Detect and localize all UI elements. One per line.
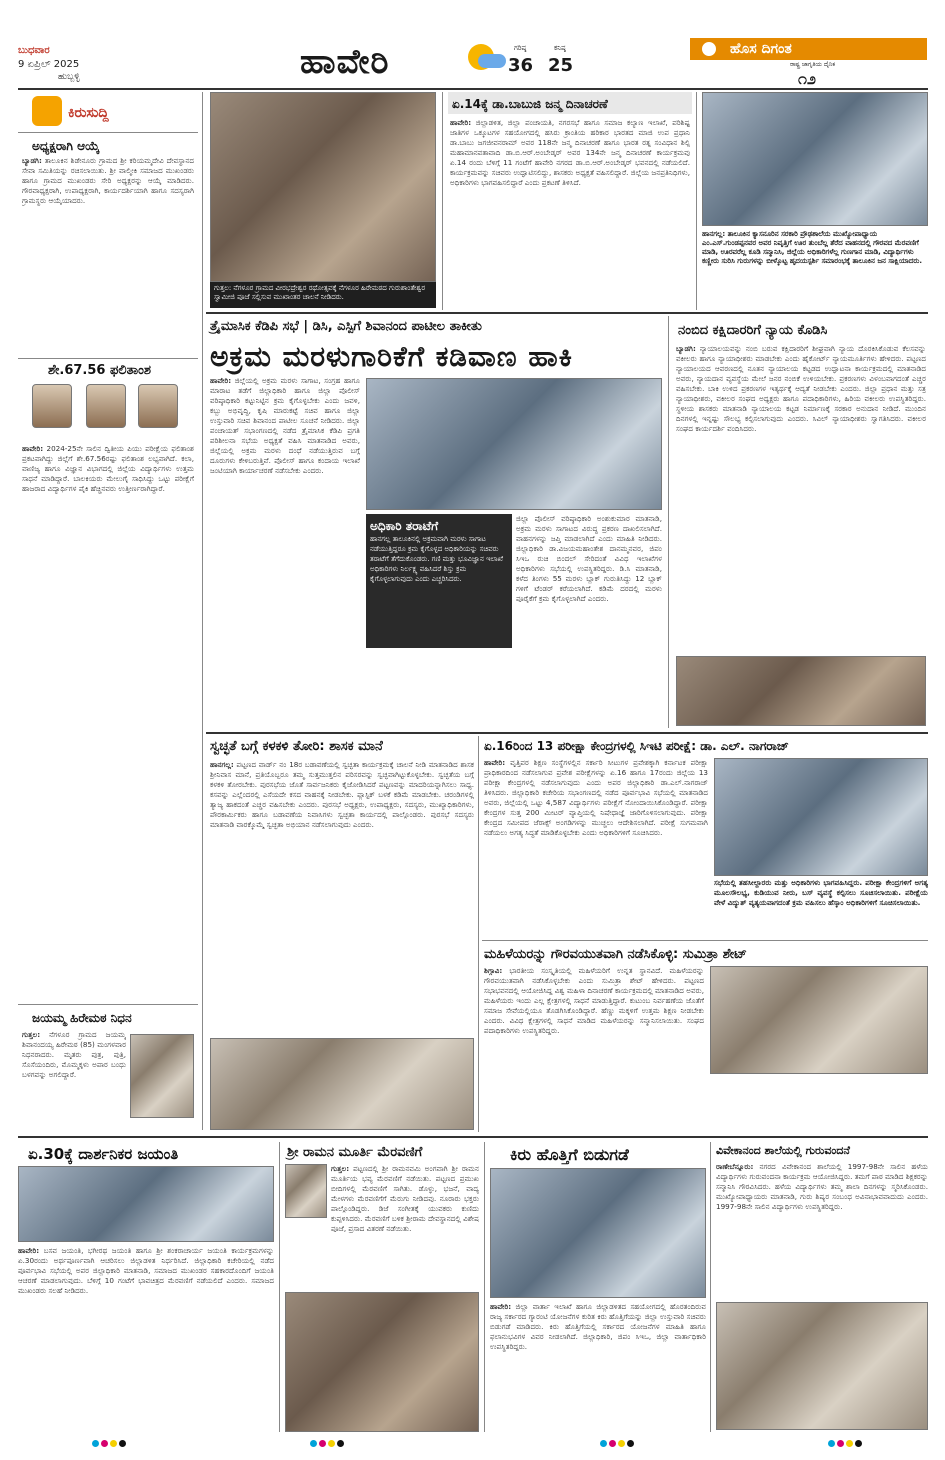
page-number: ೧೨	[798, 69, 816, 88]
kirusuddi-column	[18, 96, 198, 1126]
ambedkar-text: ಜಿಲ್ಲಾಡಳಿತ, ಜಿಲ್ಲಾ ಪಂಚಾಯತಿ, ನಗರಸಭೆ ಹಾಗೂ ಸಮಾಜ ಕಲ್ಯಾಣ ಇಲಾಖೆ, ಪರಿಶಿಷ್ಟ ಜಾತಿಗಳ ಒಕ್ಕೂಟಗಳ ಸಹಯೋಗದಲ್ಲಿ ಹಸಿರು ಕ್ರಾಂತಿಯ ಹರಿಕಾರ ಭಾರತದ ಮಾಜಿ ಉಪ ಪ್ರಧಾನಿ ಡಾ.ಬಾಬು ಜಗಜೀವನರಾಮ್ ಅವರ 118ನೇ ಜನ್ಮ ದಿನಾಚರಣೆ ಹಾಗೂ ಭಾರತ ರತ್ನ ಸಂವಿಧಾನ ಶಿಲ್ಪಿ ಮಹಾಮಾನವತಾವಾದಿ ಡಾ.ಬಿ.ಆರ್.ಅಂಬೇಡ್ಕರ್ ಅವರ 134ನೇ ಜನ್ಮ ದಿನಾಚರಣೆ ಕಾರ್ಯಕ್ರಮವು ಏ.14 ರಂದು ಬೆಳಿಗ್ಗೆ 11 ಗಂಟೆಗೆ ಹಾವೇರಿ ನಗರದ ಡಾ.ಬಿ.ಆರ್.ಅಂಬೇಡ್ಕರ್ ಭವನದಲ್ಲಿ ನಡೆಯಲಿದೆ. ಕಾರ್ಯಕ್ರಮವನ್ನು ಸಚಿವರು ಉದ್ಘಾಟಿಸಲಿದ್ದು, ಶಾಸಕರು ಅಧ್ಯಕ್ಷತೆ ವಹಿಸಲಿದ್ದಾರೆ. ಜಿಲ್ಲೆಯ ಜನಪ್ರತಿನಿಧಿಗಳು, ಅಧಿಕಾರಿಗಳು ಭಾಗವಹಿಸಲಿದ್ದಾರೆ ಎಂದು ಪ್ರಕಟಣೆ ತಿಳಿಸಿದೆ.	[450, 118, 690, 187]
min-temp-label: ಕನಿಷ್ಠ	[554, 44, 566, 52]
section-rule	[206, 732, 928, 734]
header-day: ಬುಧವಾರ	[18, 45, 50, 56]
inset-headline: ಅಧಿಕಾರಿ ತರಾಟೆಗೆ	[370, 519, 439, 533]
item3-dateline: ಗುತ್ತಲ:	[22, 1030, 41, 1039]
item2-text: 2024-25ನೇ ಸಾಲಿನ ದ್ವಿತೀಯ ಪಿಯು ಪರೀಕ್ಷೆಯ ಫಲಿತಾಂಶ ಪ್ರಕಟವಾಗಿದ್ದು ಜಿಲ್ಲೆಗೆ ಶೇ.67.56ರಷ್ಟು ಫಲಿತಾಂಶ ಲಭ್ಯವಾಗಿದೆ. ಕಲಾ, ವಾಣಿಜ್ಯ ಹಾಗೂ ವಿಜ್ಞಾನ ವಿಭಾಗದಲ್ಲಿ ಜಿಲ್ಲೆಯ ವಿದ್ಯಾರ್ಥಿಗಳು ಉತ್ತಮ ಸಾಧನೆ ಮಾಡಿದ್ದಾರೆ. ಬಾಲಕಿಯರು ಮೇಲುಗೈ ಸಾಧಿಸಿದ್ದು ಒಟ್ಟು ಪರೀಕ್ಷೆಗೆ ಹಾಜರಾದ ವಿದ್ಯಾರ್ಥಿಗಳ ಪೈಕಿ ಹೆಚ್ಚಿನವರು ಉತ್ತೀರ್ಣರಾಗಿದ್ದಾರೆ.	[22, 444, 194, 493]
darshanika-dateline: ಹಾವೇರಿ:	[18, 1246, 40, 1255]
women-headline: ಮಹಿಳೆಯರನ್ನು ಗೌರವಯುತವಾಗಿ ನಡೆಸಿಕೊಳ್ಳಿ: ಸುಮಿತ್ರಾ ಶೇಟ್	[484, 947, 747, 962]
header-dateline	[18, 44, 188, 83]
kiru-hotti-body	[490, 1302, 706, 1430]
women-story	[484, 944, 928, 1132]
student-photo	[32, 384, 72, 428]
retirement-procession-photo	[702, 92, 928, 226]
item2-dateline: ಹಾವೇರಿ:	[22, 444, 44, 453]
court-headline: ನಂಬಿದ ಕಕ್ಷಿದಾರರಿಗೆ ನ್ಯಾಯ ಕೊಡಿಸಿ	[678, 323, 828, 338]
column-rule	[668, 316, 669, 728]
court-dateline: ಬ್ಯಾಡಗಿ:	[676, 344, 696, 353]
kiru-hotti-text: ಜಿಲ್ಲಾ ವಾರ್ತಾ ಇಲಾಖೆ ಹಾಗೂ ಜಿಲ್ಲಾಡಳಿತದ ಸಹಯೋಗದಲ್ಲಿ ಹೊರತಂದಿರುವ ರಾಜ್ಯ ಸರ್ಕಾರದ ಗ್ಯಾರಂಟಿ ಯೋಜನೆಗಳ ಕುರಿತ ಕಿರು ಹೊತ್ತಿಗೆಯನ್ನು ಜಿಲ್ಲಾ ಉಸ್ತುವಾರಿ ಸಚಿವರು ಬಿಡುಗಡೆ ಮಾಡಿದರು. ಕಿರು ಹೊತ್ತಿಗೆಯಲ್ಲಿ ಸರ್ಕಾರದ ಯೋಜನೆಗಳ ಮಾಹಿತಿ ಹಾಗೂ ಫಲಾನುಭವಿಗಳ ವಿವರ ನೀಡಲಾಗಿದೆ. ಜಿಲ್ಲಾಧಿಕಾರಿ, ಜಿಪಂ ಸಿಇಒ, ಜಿಲ್ಲಾ ವಾರ್ತಾಧಿಕಾರಿ ಉಪಸ್ಥಿತರಿದ್ದರು.	[490, 1302, 706, 1351]
brand-tagline: ರಾಷ್ಟ್ರ ಜಾಗೃತಿಯ ದೈನಿಕ	[790, 61, 836, 68]
swachhate-dateline: ಹಾನಗಲ್ಲ:	[210, 760, 234, 769]
cyan-dot	[92, 1440, 99, 1447]
pointing-hand-icon	[32, 96, 62, 126]
lead-text: ಜಿಲ್ಲೆಯಲ್ಲಿ ಅಕ್ರಮ ಮರಳು ಸಾಗಾಟ, ಸಂಗ್ರಹ ಹಾಗೂ ಮಾರಾಟ ತಡೆಗೆ ಜಿಲ್ಲಾಧಿಕಾರಿ ಹಾಗೂ ಜಿಲ್ಲಾ ಪೊಲೀಸ್ ವರಿಷ್ಠಾಧಿಕಾರಿ ಕಟ್ಟುನಿಟ್ಟಿನ ಕ್ರಮ ಕೈಗೊಳ್ಳಬೇಕು ಎಂದು ಜವಳಿ, ಕಬ್ಬು ಅಭಿವೃದ್ಧಿ, ಕೃಷಿ ಮಾರುಕಟ್ಟೆ ಸಚಿವ ಹಾಗೂ ಜಿಲ್ಲಾ ಉಸ್ತುವಾರಿ ಸಚಿವ ಶಿವಾನಂದ ಪಾಟೀಲ ಸೂಚನೆ ನೀಡಿದರು. ಜಿಲ್ಲಾ ಪಂಚಾಯತ್ ಸಭಾಂಗಣದಲ್ಲಿ ನಡೆದ ತ್ರೈಮಾಸಿಕ ಕೆಡಿಪಿ ಪ್ರಗತಿ ಪರಿಶೀಲನಾ ಸಭೆಯ ಅಧ್ಯಕ್ಷತೆ ವಹಿಸಿ ಮಾತನಾಡಿದ ಅವರು, ಜಿಲ್ಲೆಯಲ್ಲಿ ಅಕ್ರಮ ಮರಳು ದಂಧೆ ನಡೆಯುತ್ತಿರುವ ಬಗ್ಗೆ ದೂರುಗಳು ಕೇಳಿಬರುತ್ತಿವೆ. ಪೊಲೀಸ್ ಹಾಗೂ ಕಂದಾಯ ಇಲಾಖೆ ಜಂಟಿಯಾಗಿ ಕಾರ್ಯಾಚರಣೆ ನಡೆಸಬೇಕು ಎಂದರು.	[210, 376, 360, 475]
divider	[18, 358, 198, 359]
vivekananda-headline: ವಿವೇಕಾನಂದ ಶಾಲೆಯಲ್ಲಿ ಗುರುವಂದನೆ	[716, 1144, 850, 1157]
rama-text: ಪಟ್ಟಣದಲ್ಲಿ ಶ್ರೀ ರಾಮನವಮಿ ಅಂಗವಾಗಿ ಶ್ರೀ ರಾಮನ ಮೂರ್ತಿಯ ಭವ್ಯ ಮೆರವಣಿಗೆ ನಡೆಯಿತು. ಪಟ್ಟಣದ ಪ್ರಮುಖ ಬೀದಿಗಳಲ್ಲಿ ಮೆರವಣಿಗೆ ಸಾಗಿತು. ಡೊಳ್ಳು, ಭಜನೆ, ವಾದ್ಯ ಮೇಳಗಳು ಮೆರವಣಿಗೆಗೆ ಮೆರುಗು ನೀಡಿದವು. ನೂರಾರು ಭಕ್ತರು ಪಾಲ್ಗೊಂಡಿದ್ದರು. ಡಿಜೆ ಸಂಗೀತಕ್ಕೆ ಯುವಕರು ಕುಣಿದು ಕುಪ್ಪಳಿಸಿದರು. ಮೆರವಣಿಗೆ ಬಳಿಕ ಶ್ರೀರಾಮ ದೇವಸ್ಥಾನದಲ್ಲಿ ವಿಶೇಷ ಪೂಜೆ, ಪ್ರಸಾದ ವಿತರಣೆ ನಡೆಯಿತು.	[331, 1164, 479, 1233]
rama-idol-photo	[285, 1164, 327, 1218]
ambedkar-body	[450, 118, 690, 308]
column-rule	[710, 1142, 711, 1432]
women-felicitation-photo	[710, 966, 928, 1074]
max-temp: 36	[508, 55, 534, 76]
rama-headline: ಶ್ರೀ ರಾಮನ ಮೂರ್ತಿ ಮೆರವಣಿಗೆ	[287, 1145, 423, 1160]
yellow-dot	[328, 1440, 335, 1447]
black-dot	[337, 1440, 344, 1447]
registration-marks	[600, 1440, 636, 1451]
header-city: ಹುಬ್ಬಳ್ಳಿ	[58, 72, 80, 82]
cyan-dot	[600, 1440, 607, 1447]
yellow-dot	[846, 1440, 853, 1447]
jayanti-meeting-photo	[18, 1166, 274, 1242]
yellow-dot	[110, 1440, 117, 1447]
masthead-title: ಹಾವೇರಿ	[300, 42, 390, 82]
women-dateline: ಶಿಗ್ಗಾವಿ:	[484, 966, 503, 975]
min-temp: 25	[548, 55, 574, 76]
section-rule	[206, 312, 928, 314]
vivekananda-story	[716, 1142, 928, 1432]
max-temp-label: ಗರಿಷ್ಠ	[514, 44, 527, 52]
student-photo	[86, 384, 126, 428]
cleanliness-drive-photo	[210, 1038, 474, 1130]
lead-kicker: ತ್ರೈಮಾಸಿಕ ಕೆಡಿಪಿ ಸಭೆ | ಡಿಸಿ, ಎಸ್ಪಿಗೆ ಶಿವಾನಂದ ಪಾಟೀಲ ತಾಕೀತು	[210, 319, 482, 334]
divider	[18, 132, 198, 133]
kiru-hotti-headline: ಕಿರು ಹೊತ್ತಿಗೆ ಬಿಡುಗಡೆ	[510, 1145, 629, 1164]
item1-body	[22, 156, 194, 356]
rama-dateline: ಗುತ್ತಲ:	[331, 1164, 350, 1173]
yellow-dot	[618, 1440, 625, 1447]
lead-dateline: ಹಾವೇರಿ:	[210, 376, 232, 385]
magenta-dot	[101, 1440, 108, 1447]
black-dot	[119, 1440, 126, 1447]
officer-inset	[366, 514, 512, 648]
lead-body-col2: ಜಿಲ್ಲಾ ಪೊಲೀಸ್ ವರಿಷ್ಠಾಧಿಕಾರಿ ಅಂಶುಕುಮಾರ ಮಾತನಾಡಿ, ಅಕ್ರಮ ಮರಳು ಸಾಗಾಟದ ವಿರುದ್ಧ ಪ್ರಕರಣ ದಾಖಲಿಸಲಾಗಿದೆ. ವಾಹನಗಳನ್ನು ಜಪ್ತಿ ಮಾಡಲಾಗಿದೆ ಎಂದು ಮಾಹಿತಿ ನೀಡಿದರು. ಜಿಲ್ಲಾಧಿಕಾರಿ ಡಾ.ವಿಜಯಮಹಾಂತೇಶ ದಾನಮ್ಮನವರ, ಜಿಪಂ ಸಿಇಒ ರುಚಿ ಬಿಂದಲ್ ಸೇರಿದಂತೆ ವಿವಿಧ ಇಲಾಖೆಗಳ ಅಧಿಕಾರಿಗಳು ಸಭೆಯಲ್ಲಿ ಉಪಸ್ಥಿತರಿದ್ದರು. ಡಿ.ಸಿ ಮಾತನಾಡಿ, ಕಳೆದ ತಿಂಗಳು 55 ಮರಳು ಬ್ಲಾಕ್ ಗುರುತಿಸಿದ್ದು 12 ಬ್ಲಾಕ್ ಗಳಿಗೆ ಟೆಂಡರ್ ಕರೆಯಲಾಗಿದೆ. ಕಡಿಮೆ ದರದಲ್ಲಿ ಮರಳು ಪೂರೈಕೆಗೆ ಕ್ರಮ ಕೈಗೊಳ್ಳಲಾಗಿದೆ ಎಂದರು.	[516, 514, 662, 603]
column-rule	[696, 92, 697, 310]
rama-procession-photo	[285, 1292, 479, 1432]
kirusuddi-title: ಕಿರುಸುದ್ದಿ	[68, 105, 109, 121]
kdp-meeting-photo	[366, 378, 662, 510]
item1-text: ತಾಲೂಕಿನ ಶಿಡೇನೂರು ಗ್ರಾಮದ ಶ್ರೀ ಕರಿಯಮ್ಮದೇವಿ ದೇವಸ್ಥಾನದ ಸೇವಾ ಸಮಿತಿಯನ್ನು ರಚಿಸಲಾಯಿತು. ಶ್ರೀ ವಾಲ್ಮೀಕಿ ಸಮಾಜದ ಮುಖಂಡರು ಹಾಗೂ ಗ್ರಾಮದ ಮುಖಂಡರು ಸೇರಿ ಅಧ್ಯಕ್ಷರನ್ನು ಆಯ್ಕೆ ಮಾಡಿದರು. ಗೌರವಾಧ್ಯಕ್ಷರಾಗಿ, ಉಪಾಧ್ಯಕ್ಷರಾಗಿ, ಕಾರ್ಯದರ್ಶಿಯಾಗಿ ಹಾಗೂ ಸದಸ್ಯರಾಗಿ ಗ್ರಾಮಸ್ಥರು ಆಯ್ಕೆಯಾದರು.	[22, 156, 194, 205]
vivekananda-body	[716, 1162, 928, 1292]
alumni-group-photo	[716, 1302, 928, 1430]
section-rule	[18, 1136, 928, 1138]
brand-emblem-icon	[700, 40, 718, 58]
item3-text: ನೆಗಳೂರ ಗ್ರಾಮದ ಜಯಮ್ಮ ಶಿವಾನಂದಯ್ಯ ಹಿರೇಮಠ (85) ಮಂಗಳವಾರ ನಿಧನರಾದರು. ಮೃತರು ಪುತ್ರ, ಪುತ್ರಿ, ಸೊಸೆಯಂದಿರು, ಮೊಮ್ಮಕ್ಕಳು ಅಪಾರ ಬಂಧು ಬಳಗವನ್ನು ಅಗಲಿದ್ದಾರೆ.	[22, 1030, 126, 1079]
chariot-festival-photo	[210, 92, 436, 282]
rama-story	[285, 1142, 479, 1432]
cloud-icon	[478, 54, 506, 68]
cyan-dot	[310, 1440, 317, 1447]
rama-body	[331, 1164, 479, 1292]
obituary-photo	[130, 1034, 194, 1118]
column-rule	[279, 1142, 280, 1432]
darshanika-headline: ಏ.30ಕ್ಕೆ ದಾರ್ಶನಿಕರ ಜಯಂತಿ	[28, 1145, 179, 1163]
exam-caption: ಸಭೆಯಲ್ಲಿ ತಹಸೀಲ್ದಾರರು ಮತ್ತು ಅಧಿಕಾರಿಗಳು ಭಾಗವಹಿಸಿದ್ದರು. ಪರೀಕ್ಷಾ ಕೇಂದ್ರಗಳಿಗೆ ಅಗತ್ಯ ಮೂಲಸೌಲಭ್ಯ, ಕುಡಿಯುವ ನೀರು, ಬಸ್ ವ್ಯವಸ್ಥೆ ಕಲ್ಪಿಸಲು ಸೂಚಿಸಲಾಯಿತು. ಪರೀಕ್ಷೆಯ ವೇಳೆ ವಿದ್ಯುತ್ ವ್ಯತ್ಯಯವಾಗದಂತೆ ಕ್ರಮ ವಹಿಸಲು ಹೆಸ್ಕಾಂ ಅಧಿಕಾರಿಗಳಿಗೆ ಸೂಚಿಸಲಾಯಿತು.	[714, 878, 928, 907]
header-date: 9 ಏಪ್ರಿಲ್ 2025	[18, 58, 80, 70]
header-rule	[18, 88, 928, 90]
swachhate-headline: ಸ್ವಚ್ಛತೆ ಬಗ್ಗೆ ಕಳಕಳಿ ತೋರಿ: ಶಾಸಕ ಮಾನೆ	[210, 739, 383, 754]
court-body	[676, 344, 926, 652]
column-rule	[202, 92, 203, 1130]
swachhate-story	[210, 736, 474, 1132]
swachhate-text: ಪಟ್ಟಣದ ವಾರ್ಡ್ ನಂ 18ರ ಬಡಾವಣೆಯಲ್ಲಿ ಸ್ವಚ್ಛತಾ ಕಾರ್ಯಕ್ರಮಕ್ಕೆ ಚಾಲನೆ ನೀಡಿ ಮಾತನಾಡಿದ ಶಾಸಕ ಶ್ರೀನಿವಾಸ ಮಾನೆ, ಪ್ರತಿಯೊಬ್ಬರೂ ತಮ್ಮ ಸುತ್ತಮುತ್ತಲಿನ ಪರಿಸರವನ್ನು ಸ್ವಚ್ಛವಾಗಿಟ್ಟುಕೊಳ್ಳಬೇಕು. ಸ್ವಚ್ಛತೆಯ ಬಗ್ಗೆ ಕಳಕಳಿ ತೋರಬೇಕು. ಪುರಸಭೆಯ ಜೊತೆ ಸಾರ್ವಜನಿಕರು ಕೈಜೋಡಿಸಿದರೆ ಪಟ್ಟಣವನ್ನು ಮಾದರಿಯನ್ನಾಗಿಸಲು ಸಾಧ್ಯ. ಕಸವನ್ನು ಎಲ್ಲೆಂದರಲ್ಲಿ ಎಸೆಯದೇ ಕಸದ ವಾಹನಕ್ಕೆ ನೀಡಬೇಕು. ಪ್ಲಾಸ್ಟಿಕ್ ಬಳಕೆ ಕಡಿಮೆ ಮಾಡಬೇಕು. ಚರಂಡಿಗಳಲ್ಲಿ ತ್ಯಾಜ್ಯ ಹಾಕದಂತೆ ಎಚ್ಚರ ವಹಿಸಬೇಕು ಎಂದರು. ಪುರಸಭೆ ಅಧ್ಯಕ್ಷರು, ಉಪಾಧ್ಯಕ್ಷರು, ಸದಸ್ಯರು, ಮುಖ್ಯಾಧಿಕಾರಿಗಳು, ಪೌರಕಾರ್ಮಿಕರು ಹಾಗೂ ಬಡಾವಣೆಯ ನಿವಾಸಿಗಳು ಸ್ವಚ್ಛತಾ ಕಾರ್ಯದಲ್ಲಿ ಪಾಲ್ಗೊಂಡರು. ಪುರಸಭೆ ಸದಸ್ಯರು ಮಾತನಾಡಿ ವಾರಕ್ಕೊಮ್ಮೆ ಸ್ವಚ್ಛತಾ ಅಭಿಯಾನ ನಡೆಸಲಾಗುವುದು ಎಂದರು.	[210, 760, 474, 829]
court-story	[674, 316, 928, 728]
darshanika-body	[18, 1246, 274, 1430]
darshanika-text: ಬಸವ ಜಯಂತಿ, ಭಗೀರಥ ಜಯಂತಿ ಹಾಗೂ ಶ್ರೀ ಶಂಕರಾಚಾರ್ಯ ಜಯಂತಿ ಕಾರ್ಯಕ್ರಮಗಳನ್ನು ಏ.30ರಂದು ಅರ್ಥಪೂರ್ಣವಾಗಿ ಆಚರಿಸಲು ಜಿಲ್ಲಾಡಳಿತ ನಿರ್ಧರಿಸಿದೆ. ಜಿಲ್ಲಾಧಿಕಾರಿ ಕಚೇರಿಯಲ್ಲಿ ನಡೆದ ಪೂರ್ವಭಾವಿ ಸಭೆಯಲ್ಲಿ ಅಪರ ಜಿಲ್ಲಾಧಿಕಾರಿ ಮಾತನಾಡಿ, ಸಮಾಜದ ಮುಖಂಡರ ಸಹಕಾರದೊಂದಿಗೆ ಜಯಂತಿ ಆಚರಣೆ ಮಾಡಲಾಗುವುದು. ಬೆಳಿಗ್ಗೆ 10 ಗಂಟೆಗೆ ಭಾವಚಿತ್ರದ ಮೆರವಣಿಗೆ ನಡೆಯಲಿದೆ ಎಂದರು. ಸಮಾಜದ ಮುಖಂಡರು ಸಲಹೆ ನೀಡಿದರು.	[18, 1246, 274, 1295]
item2-body	[22, 444, 194, 934]
lead-body-col1	[210, 376, 360, 716]
brand-name: ಹೊಸ ದಿಗಂತ	[690, 38, 927, 60]
divider	[482, 940, 928, 941]
magenta-dot	[319, 1440, 326, 1447]
registration-marks	[828, 1440, 864, 1451]
exam-dateline: ಹಾವೇರಿ:	[484, 758, 506, 767]
registration-marks	[92, 1440, 128, 1451]
item1-headline: ಅಧ್ಯಕ್ಷರಾಗಿ ಆಯ್ಕೆ	[32, 139, 100, 153]
item2-headline: ಶೇ.67.56 ಫಲಿತಾಂಶ	[48, 363, 151, 378]
darshanika-story	[18, 1142, 274, 1432]
book-release-photo	[490, 1168, 706, 1298]
ambedkar-dateline: ಹಾವೇರಿ:	[450, 118, 472, 127]
exam-body	[484, 758, 708, 886]
black-dot	[855, 1440, 862, 1447]
black-dot	[627, 1440, 634, 1447]
item1-dateline: ಬ್ಯಾಡಗಿ:	[22, 156, 42, 165]
magenta-dot	[609, 1440, 616, 1447]
women-text: ಭಾರತೀಯ ಸಂಸ್ಕೃತಿಯಲ್ಲಿ ಮಹಿಳೆಯರಿಗೆ ಉನ್ನತ ಸ್ಥಾನವಿದೆ. ಮಹಿಳೆಯರನ್ನು ಗೌರವಯುತವಾಗಿ ನಡೆಸಿಕೊಳ್ಳಬೇಕು ಎಂದು ಸುಮಿತ್ರಾ ಶೇಟ್ ಹೇಳಿದರು. ಪಟ್ಟಣದ ಸಭಾಭವನದಲ್ಲಿ ಆಯೋಜಿಸಿದ್ದ ವಿಶ್ವ ಮಹಿಳಾ ದಿನಾಚರಣೆ ಕಾರ್ಯಕ್ರಮದಲ್ಲಿ ಮಾತನಾಡಿದ ಅವರು, ಮಹಿಳೆಯರು ಇಂದು ಎಲ್ಲ ಕ್ಷೇತ್ರಗಳಲ್ಲಿ ಸಾಧನೆ ಮಾಡುತ್ತಿದ್ದಾರೆ. ಕುಟುಂಬ ನಿರ್ವಹಣೆಯ ಜೊತೆಗೆ ಸಮಾಜ ಸೇವೆಯಲ್ಲಿಯೂ ತೊಡಗಿಸಿಕೊಂಡಿದ್ದಾರೆ. ಹೆಣ್ಣು ಮಕ್ಕಳಿಗೆ ಉತ್ತಮ ಶಿಕ್ಷಣ ನೀಡಬೇಕು ಎಂದರು. ವಿವಿಧ ಕ್ಷೇತ್ರಗಳಲ್ಲಿ ಸಾಧನೆ ಮಾಡಿದ ಮಹಿಳೆಯರನ್ನು ಸನ್ಮಾನಿಸಲಾಯಿತು. ಸಂಘದ ಪದಾಧಿಕಾರಿಗಳು ಉಪಸ್ಥಿತರಿದ್ದರು.	[484, 966, 704, 1035]
exam-meeting-photo	[714, 758, 928, 876]
inset-body: ಹಾನಗಲ್ಲ ತಾಲೂಕಿನಲ್ಲಿ ಅಕ್ರಮವಾಗಿ ಮರಳು ಸಾಗಾಟ ನಡೆಯುತ್ತಿದ್ದರೂ ಕ್ರಮ ಕೈಗೊಳ್ಳದ ಅಧಿಕಾರಿಯನ್ನು ಸಚಿವರು ತರಾಟೆಗೆ ತೆಗೆದುಕೊಂಡರು. ಗಣಿ ಮತ್ತು ಭೂವಿಜ್ಞಾನ ಇಲಾಖೆ ಅಧಿಕಾರಿಗಳು ನಿರ್ಲಕ್ಷ್ಯ ವಹಿಸಿದರೆ ಶಿಸ್ತು ಕ್ರಮ ಕೈಗೊಳ್ಳಲಾಗುವುದು ಎಂದು ಎಚ್ಚರಿಸಿದರು.	[370, 535, 504, 584]
item3-body	[22, 1030, 126, 1126]
lead-headline: ಅಕ್ರಮ ಮರಳುಗಾರಿಕೆಗೆ ಕಡಿವಾಣ ಹಾಕಿ	[210, 340, 573, 373]
retirement-caption: ಹಾನಗಲ್ಲ: ತಾಲೂಕಿನ ಕ್ಯಾಸನೂರಿನ ಸರಕಾರಿ ಪ್ರೌಢಶಾಲೆಯ ಮುಖ್ಯೋಪಾಧ್ಯಾಯ ಎಂ.ಎಸ್.ಗುಂಡಪ್ಪನವರ ಅವರ ನಿವೃತ್ತಿಗೆ ಊರ ತುಂಬೆಲ್ಲ ತೆರೆದ ವಾಹನದಲ್ಲಿ ಗೌರವದ ಮೆರವಣಿಗೆ ಮಾಡಿ, ಊರವರೆಲ್ಲ ಕೂಡಿ ಸನ್ಮಾನಿಸಿ, ಜಿಲ್ಲೆಯ ಅಧಿಕಾರಿಗಳೆಲ್ಲ ಗುಣಗಾನ ಮಾಡಿ, ವಿದ್ಯಾರ್ಥಿಗಳು ಕಣ್ಣೀರು ಸುರಿಸಿ ಗುರುಗಳನ್ನು ಬೀಳ್ಕೊಟ್ಟ ಹೃದಯಸ್ಪರ್ಶಿ ಸಮಾರಂಭಕ್ಕೆ ತಾಲೂಕಿನ ಜನ ಸಾಕ್ಷಿಯಾದರು.	[702, 230, 922, 265]
exam-headline: ಏ.16ರಿಂದ 13 ಪರೀಕ್ಷಾ ಕೇಂದ್ರಗಳಲ್ಲಿ ಸಿಇಟಿ ಪರೀಕ್ಷೆ: ಡಾ. ಎಲ್. ನಾಗರಾಜ್	[484, 739, 789, 753]
registration-marks	[310, 1440, 346, 1451]
kiru-hotti-story	[490, 1142, 706, 1432]
column-rule	[442, 92, 443, 310]
cyan-dot	[828, 1440, 835, 1447]
column-rule	[478, 736, 479, 1132]
weather-widget	[468, 42, 588, 78]
vivekananda-text: ನಗರದ ವಿವೇಕಾನಂದ ಶಾಲೆಯಲ್ಲಿ 1997-98ನೇ ಸಾಲಿನ ಹಳೆಯ ವಿದ್ಯಾರ್ಥಿಗಳು ಗುರುವಂದನಾ ಕಾರ್ಯಕ್ರಮ ಆಯೋಜಿಸಿದ್ದರು. ತಮಗೆ ಪಾಠ ಮಾಡಿದ ಶಿಕ್ಷಕರನ್ನು ಸನ್ಮಾನಿಸಿ ಗೌರವಿಸಿದರು. ಹಳೆಯ ವಿದ್ಯಾರ್ಥಿಗಳು ತಮ್ಮ ಶಾಲಾ ದಿನಗಳನ್ನು ಸ್ಮರಿಸಿಕೊಂಡರು. ಮುಖ್ಯೋಪಾಧ್ಯಾಯರು ಮಾತನಾಡಿ, ಗುರು ಶಿಷ್ಯರ ಸಂಬಂಧ ಅವಿನಾಭಾವವಾದುದು ಎಂದರು. 1997-98ನೇ ಸಾಲಿನ ವಿದ್ಯಾರ್ಥಿಗಳು ಉಪಸ್ಥಿತರಿದ್ದರು.	[716, 1162, 928, 1211]
magenta-dot	[837, 1440, 844, 1447]
court-text: ನ್ಯಾಯಾಲಯವನ್ನು ನಂಬಿ ಬರುವ ಕಕ್ಷಿದಾರರಿಗೆ ಶೀಘ್ರವಾಗಿ ನ್ಯಾಯ ದೊರಕಿಸಿಕೊಡುವ ಕೆಲಸವನ್ನು ವಕೀಲರು ಹಾಗೂ ನ್ಯಾಯಾಧೀಶರು ಮಾಡಬೇಕು ಎಂದು ಹೈಕೋರ್ಟ್ ನ್ಯಾಯಮೂರ್ತಿಗಳು ಹೇಳಿದರು. ಪಟ್ಟಣದ ನ್ಯಾಯಾಲಯದ ಆವರಣದಲ್ಲಿ ನೂತನ ನ್ಯಾಯಾಲಯ ಕಟ್ಟಡದ ಉದ್ಘಾಟನಾ ಕಾರ್ಯಕ್ರಮದಲ್ಲಿ ಮಾತನಾಡಿದ ಅವರು, ನ್ಯಾಯದಾನ ವ್ಯವಸ್ಥೆಯ ಮೇಲೆ ಜನರ ನಂಬಿಕೆ ಉಳಿಯಬೇಕು. ಪ್ರಕರಣಗಳು ವಿಳಂಬವಾಗದಂತೆ ಎಚ್ಚರ ವಹಿಸಬೇಕು. ಬಾಕಿ ಉಳಿದ ಪ್ರಕರಣಗಳ ಇತ್ಯರ್ಥಕ್ಕೆ ಆದ್ಯತೆ ನೀಡಬೇಕು ಎಂದರು. ಜಿಲ್ಲಾ ಪ್ರಧಾನ ಮತ್ತು ಸತ್ರ ನ್ಯಾಯಾಧೀಶರು, ವಕೀಲರ ಸಂಘದ ಅಧ್ಯಕ್ಷರು ಹಾಗೂ ಪದಾಧಿಕಾರಿಗಳು, ಹಿರಿಯ ವಕೀಲರು ಉಪಸ್ಥಿತರಿದ್ದರು. ಸ್ಥಳೀಯ ಶಾಸಕರು ಮಾತನಾಡಿ ನ್ಯಾಯಾಲಯ ಕಟ್ಟಡ ನಿರ್ಮಾಣಕ್ಕೆ ಸರಕಾರ ಅನುದಾನ ನೀಡಿದೆ. ಮುಂದಿನ ದಿನಗಳಲ್ಲಿ ಇನ್ನಷ್ಟು ಸೌಲಭ್ಯ ಕಲ್ಪಿಸಲಾಗುವುದು ಎಂದರು. ಸಿವಿಲ್ ನ್ಯಾಯಾಧೀಶರು ಸ್ವಾಗತಿಸಿದರು. ವಕೀಲರ ಸಂಘದ ಕಾರ್ಯದರ್ಶಿ ವಂದಿಸಿದರು.	[676, 344, 926, 433]
item3-headline: ಜಯಮ್ಮ ಹಿರೇಮಠ ನಿಧನ	[32, 1011, 132, 1025]
vivekananda-dateline: ರಾಣೇಬೆನ್ನೂರು:	[716, 1162, 754, 1171]
exam-story	[484, 736, 928, 936]
divider	[18, 1004, 198, 1005]
exam-text: ವೃತ್ತಿಪರ ಶಿಕ್ಷಣ ಸಂಸ್ಥೆಗಳಲ್ಲಿನ ಸರ್ಕಾರಿ ಸೀಟುಗಳ ಪ್ರವೇಶಕ್ಕಾಗಿ ಕರ್ನಾಟಕ ಪರೀಕ್ಷಾ ಪ್ರಾಧಿಕಾರದಿಂದ ನಡೆಸಲಾಗುವ ಪ್ರವೇಶ ಪರೀಕ್ಷೆಗಳನ್ನು ಏ.16 ಹಾಗೂ 17ರಂದು ಜಿಲ್ಲೆಯ 13 ಪರೀಕ್ಷಾ ಕೇಂದ್ರಗಳಲ್ಲಿ ನಡೆಸಲಾಗುವುದು ಎಂದು ಅಪರ ಜಿಲ್ಲಾಧಿಕಾರಿ ಡಾ.ಎಲ್.ನಾಗರಾಜ್ ತಿಳಿಸಿದರು. ಜಿಲ್ಲಾಧಿಕಾರಿ ಕಚೇರಿಯ ಸಭಾಂಗಣದಲ್ಲಿ ನಡೆದ ಪೂರ್ವಭಾವಿ ಸಭೆಯಲ್ಲಿ ಮಾತನಾಡಿದ ಅವರು, ಜಿಲ್ಲೆಯಲ್ಲಿ ಒಟ್ಟು 4,587 ವಿದ್ಯಾರ್ಥಿಗಳು ಪರೀಕ್ಷೆಗೆ ನೋಂದಾಯಿಸಿಕೊಂಡಿದ್ದಾರೆ. ಪರೀಕ್ಷಾ ಕೇಂದ್ರಗಳ ಸುತ್ತ 200 ಮೀಟರ್ ವ್ಯಾಪ್ತಿಯಲ್ಲಿ ನಿಷೇಧಾಜ್ಞೆ ಜಾರಿಗೊಳಿಸಲಾಗುವುದು. ಪರೀಕ್ಷಾ ಕೇಂದ್ರದ ಸಮೀಪದ ಜೆರಾಕ್ಸ್ ಅಂಗಡಿಗಳನ್ನು ಮುಚ್ಚಲು ಆದೇಶಿಸಲಾಗಿದೆ. ಪರೀಕ್ಷೆ ಸುಗಮವಾಗಿ ನಡೆಯಲು ಅಗತ್ಯ ಸಿದ್ಧತೆ ಮಾಡಿಕೊಳ್ಳಬೇಕು ಎಂದು ಅಧಿಕಾರಿಗಳಿಗೆ ಸೂಚಿಸಿದರು.	[484, 758, 708, 837]
chariot-caption: ಗುತ್ತಲ: ನೆಗಳೂರ ಗ್ರಾಮದ ವೀರಭದ್ರೇಶ್ವರ ರಥೋತ್ಸವಕ್ಕೆ ನೆಗಳೂರ ಹಿರೇಮಠದ ಗುರುಶಾಂತೇಶ್ವರ ಸ್ವಾಮೀಜಿ ಪೂಜೆ ಸಲ್ಲಿಸುವ ಮುಖಾಂತರ ಚಾಲನೆ ನೀಡಿದರು.	[210, 282, 436, 308]
student-photo	[138, 384, 178, 428]
column-rule	[484, 1142, 485, 1432]
swachhate-body	[210, 760, 474, 1056]
kiru-hotti-dateline: ಹಾವೇರಿ:	[490, 1302, 512, 1311]
brand-logo	[690, 38, 927, 88]
ambedkar-headline: ಏ.14ಕ್ಕೆ ಡಾ.ಬಾಬುಜಿ ಜನ್ಮ ದಿನಾಚರಣೆ	[452, 97, 608, 111]
court-inauguration-photo	[676, 656, 926, 726]
lead-story	[210, 316, 662, 726]
women-body	[484, 966, 704, 1130]
